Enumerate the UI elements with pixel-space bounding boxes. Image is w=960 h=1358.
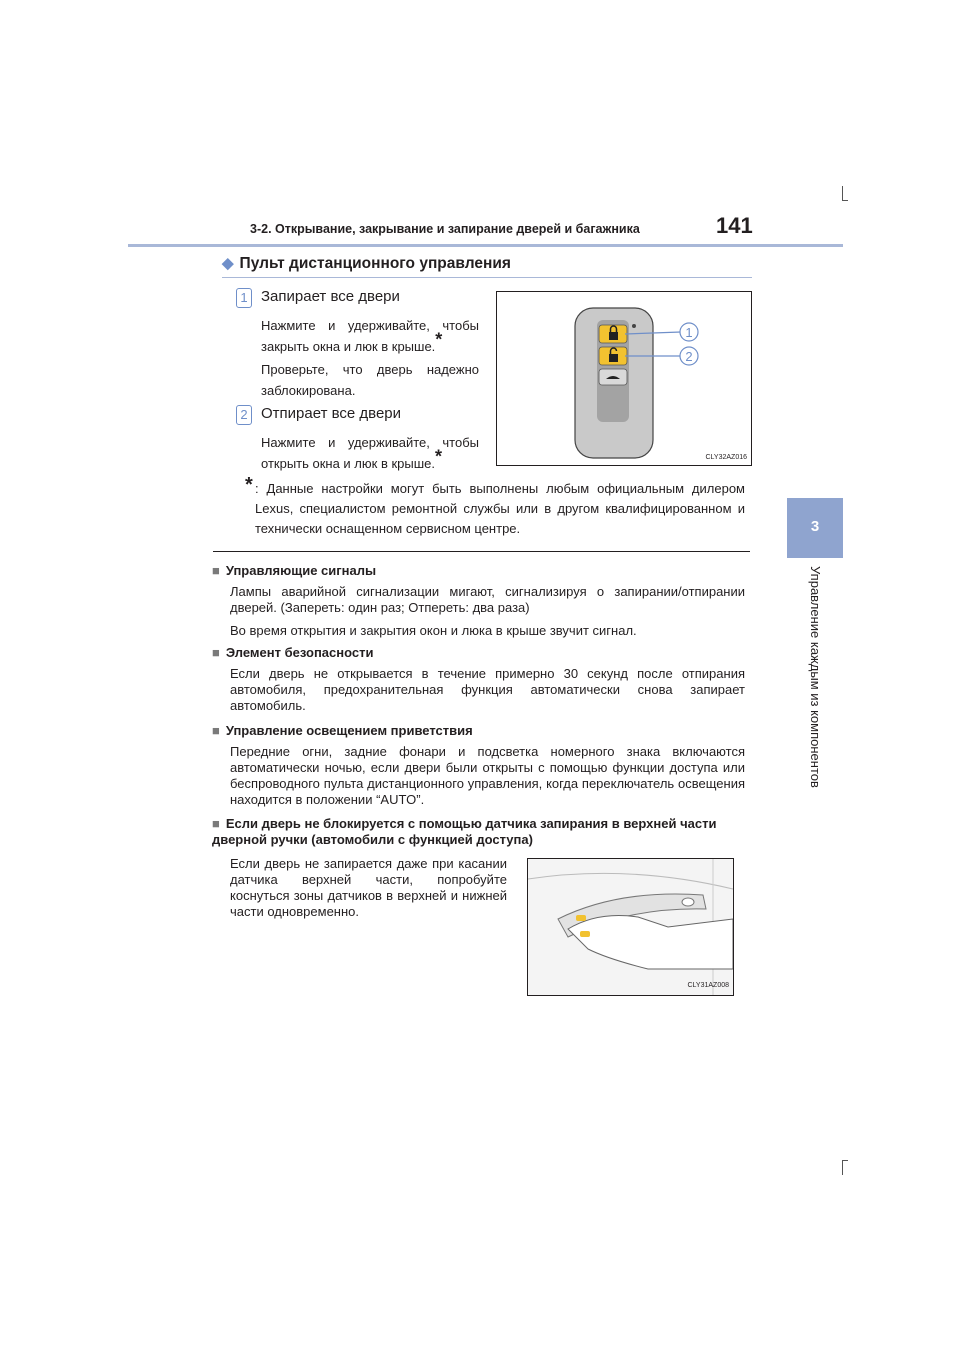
- crop-mark-top-h: [842, 200, 848, 201]
- item-paragraph: Проверьте, что дверь надежно заблокирована.: [261, 362, 479, 398]
- item-number-badge: 1: [236, 288, 252, 308]
- chapter-number: 3: [810, 518, 820, 535]
- note-title-text: Управляющие сигналы: [225, 563, 377, 578]
- key-fob-figure: [496, 291, 752, 466]
- item-paragraph: [261, 315, 479, 357]
- door-handle-figure: [527, 858, 734, 996]
- chapter-title-vertical: [787, 566, 843, 806]
- note-paragraph: Передние огни, задние фонари и подсветка номерного знака включаются автоматически ночью, если двери были открыты с помощью функции доступа или беспроводного пульта дистанционного управления, когда переключатель освещения находится в положении “AUTO”.: [230, 744, 745, 807]
- footnote-text: : Данные настройки могут быть выполнены любым официальным дилером Lexus, специалистом ремонтной службы или в другом квалифицированном и технически оснащенном сервисном центре.: [255, 481, 745, 536]
- section-rule: [222, 277, 752, 278]
- note-title: [212, 645, 373, 660]
- header-rule: [128, 244, 843, 247]
- note-title-text: Управление освещением приветствия: [225, 723, 473, 738]
- key-cylinder: [682, 898, 694, 906]
- item-paragraph: [261, 432, 479, 474]
- figure-code: CLY32AZ016: [705, 454, 747, 461]
- footnote-asterisk: *: [245, 474, 253, 496]
- section-heading: [222, 254, 511, 273]
- indicator-led: [632, 324, 636, 328]
- note-title: [212, 723, 473, 738]
- header-section-title: 3-2. Открывание, закрывание и запирание дверей и багажника: [250, 222, 640, 236]
- lower-sensor: [580, 931, 590, 937]
- chapter-title: Управление каждым из компонентов: [808, 566, 823, 788]
- upper-sensor: [576, 915, 586, 921]
- section-heading-text: Пульт дистанционного управления: [239, 255, 511, 272]
- note-title-text: Если дверь не блокируется с помощью датчика запирания в верхней части дверной ручки (автомобили с функцией доступа): [212, 816, 717, 847]
- asterisk-mark: *: [435, 329, 443, 350]
- diamond-icon: ◆: [222, 255, 234, 272]
- section-divider: [213, 551, 750, 552]
- note-paragraph: Если дверь не открывается в течение примерно 30 секунд после отпирания автомобиля, предохранительная функция автоматически снова запирает автомобиль.: [230, 666, 745, 713]
- crop-mark-bottom: [842, 1160, 843, 1175]
- key-fob-illustration: [497, 292, 751, 465]
- item-title: Отпирает все двери: [261, 405, 402, 422]
- door-handle-illustration: [528, 859, 733, 995]
- item-paragraph-text: Нажмите и удерживайте, чтобы открыть окна и люк в крыше.: [261, 435, 479, 471]
- asterisk-mark: *: [435, 446, 443, 467]
- note-paragraph: Лампы аварийной сигнализации мигают, сигнализируя о запирании/отпирании дверей. (Запереть: один раз; Отпереть: два раза): [230, 584, 745, 615]
- note-title: [212, 563, 376, 578]
- crop-mark-bottom-h: [842, 1160, 848, 1161]
- item-title: Запирает все двери: [261, 288, 400, 305]
- item-number-badge: 2: [236, 405, 252, 425]
- callout-label-1: 1: [685, 325, 693, 340]
- chapter-tab: [787, 498, 843, 558]
- callout-label-2: 2: [685, 349, 693, 364]
- note-paragraph: Если дверь не запирается даже при касании датчика верхней части, попробуйте коснуться зоны датчиков в верхней и нижней части одновременно.: [230, 856, 507, 919]
- crop-mark-top: [842, 186, 843, 201]
- figure-code: CLY31AZ008: [687, 982, 729, 989]
- square-bullet-icon: ■: [212, 816, 220, 831]
- square-bullet-icon: ■: [212, 645, 220, 660]
- note-title: [212, 816, 747, 848]
- square-bullet-icon: ■: [212, 563, 220, 578]
- page-number: 141: [716, 213, 753, 238]
- item-paragraph-text: Нажмите и удерживайте, чтобы закрыть окна и люк в крыше.: [261, 318, 479, 354]
- square-bullet-icon: ■: [212, 723, 220, 738]
- note-paragraph: Во время открытия и закрытия окон и люка в крыше звучит сигнал.: [230, 623, 637, 638]
- note-title-text: Элемент безопасности: [225, 645, 374, 660]
